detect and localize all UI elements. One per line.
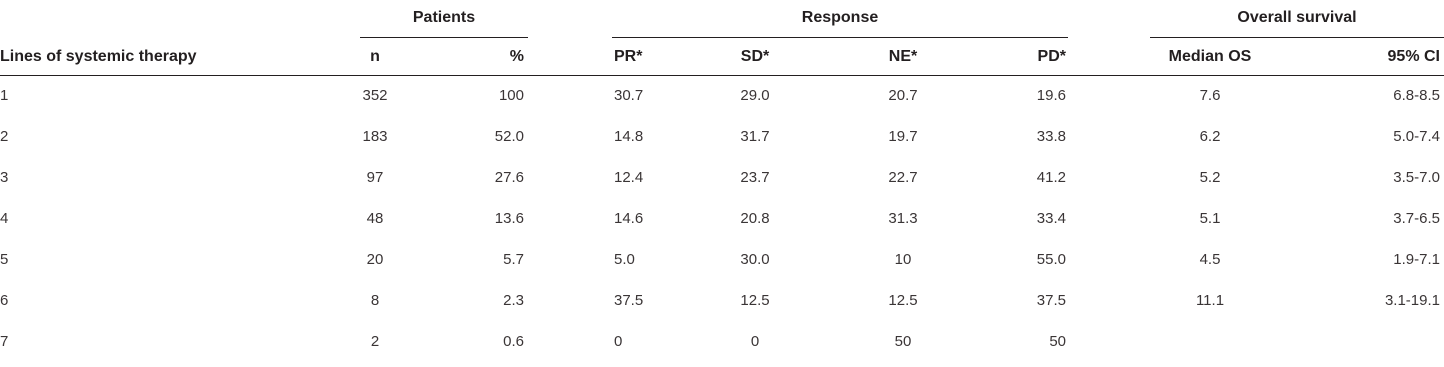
cell-median-os: 5.2 bbox=[1199, 169, 1221, 186]
column-header-median-os: Median OS bbox=[1168, 48, 1252, 65]
cell-pd: 37.5 bbox=[1036, 292, 1066, 309]
cell-pd: 19.6 bbox=[1036, 87, 1066, 104]
cell-ne: 20.7 bbox=[888, 87, 918, 104]
cell-pct: 27.6 bbox=[494, 169, 524, 186]
table-row bbox=[0, 120, 1444, 154]
cell-pr: 0 bbox=[614, 333, 623, 350]
cell-ci: 1.9-7.1 bbox=[1393, 251, 1440, 268]
cell-pr: 30.7 bbox=[614, 87, 644, 104]
cell-ci: 3.7-6.5 bbox=[1393, 210, 1440, 227]
cell-ne: 31.3 bbox=[888, 210, 918, 227]
group-header-response: Response bbox=[801, 9, 879, 26]
cell-pct: 13.6 bbox=[494, 210, 524, 227]
cell-pr: 14.6 bbox=[614, 210, 644, 227]
cell-lines: 3 bbox=[0, 169, 9, 186]
cell-ci: 6.8-8.5 bbox=[1393, 87, 1440, 104]
cell-lines: 1 bbox=[0, 87, 9, 104]
cell-ci: 3.1-19.1 bbox=[1384, 292, 1440, 309]
cell-pd: 55.0 bbox=[1036, 251, 1066, 268]
column-header-n: n bbox=[370, 48, 380, 65]
cell-lines: 6 bbox=[0, 292, 9, 309]
cell-lines: 2 bbox=[0, 128, 9, 145]
table-row bbox=[0, 202, 1444, 236]
cell-sd: 12.5 bbox=[740, 292, 770, 309]
cell-sd: 30.0 bbox=[740, 251, 770, 268]
group-rule-overall-survival bbox=[1150, 37, 1444, 38]
cell-pd: 41.2 bbox=[1036, 169, 1066, 186]
cell-median-os: 7.6 bbox=[1199, 87, 1221, 104]
column-header-pr: PR* bbox=[614, 48, 643, 65]
cell-pd: 33.4 bbox=[1036, 210, 1066, 227]
cell-ne: 12.5 bbox=[888, 292, 918, 309]
cell-sd: 20.8 bbox=[740, 210, 770, 227]
group-rule-patients bbox=[360, 37, 528, 38]
cell-pr: 12.4 bbox=[614, 169, 644, 186]
column-header-sd: SD* bbox=[740, 48, 770, 65]
cell-ne: 50 bbox=[894, 333, 912, 350]
cell-ne: 19.7 bbox=[888, 128, 918, 145]
cell-n: 183 bbox=[362, 128, 388, 145]
cell-ci: 5.0-7.4 bbox=[1393, 128, 1440, 145]
table-row bbox=[0, 79, 1444, 113]
column-header-pct: % bbox=[509, 48, 524, 65]
column-header-ne: NE* bbox=[888, 48, 918, 65]
group-rule-response bbox=[612, 37, 1068, 38]
cell-lines: 5 bbox=[0, 251, 9, 268]
cell-pct: 5.7 bbox=[503, 251, 524, 268]
table-row bbox=[0, 161, 1444, 195]
group-header-patients: Patients bbox=[412, 9, 476, 26]
header-rule bbox=[0, 75, 1444, 76]
table-row bbox=[0, 284, 1444, 318]
cell-pr: 5.0 bbox=[614, 251, 635, 268]
cell-sd: 31.7 bbox=[740, 128, 770, 145]
cell-pct: 0.6 bbox=[503, 333, 524, 350]
cell-pd: 33.8 bbox=[1036, 128, 1066, 145]
cell-pct: 52.0 bbox=[494, 128, 524, 145]
cell-median-os: 4.5 bbox=[1199, 251, 1221, 268]
column-header-ci: 95% CI bbox=[1387, 48, 1440, 65]
cell-pd: 50 bbox=[1049, 333, 1066, 350]
cell-n: 2 bbox=[370, 333, 380, 350]
column-header-lines: Lines of systemic therapy bbox=[0, 48, 197, 65]
cell-median-os: 5.1 bbox=[1199, 210, 1221, 227]
cell-pr: 37.5 bbox=[614, 292, 644, 309]
cell-n: 97 bbox=[366, 169, 384, 186]
cell-lines: 7 bbox=[0, 333, 9, 350]
cell-n: 48 bbox=[366, 210, 384, 227]
cell-lines: 4 bbox=[0, 210, 9, 227]
cell-ci: 3.5-7.0 bbox=[1393, 169, 1440, 186]
cell-pct: 100 bbox=[498, 87, 524, 104]
cell-median-os: 11.1 bbox=[1195, 292, 1225, 309]
cell-median-os: 6.2 bbox=[1199, 128, 1221, 145]
table-row bbox=[0, 325, 1444, 359]
table-row bbox=[0, 243, 1444, 277]
cell-n: 20 bbox=[366, 251, 384, 268]
cell-ne: 10 bbox=[894, 251, 912, 268]
column-header-pd: PD* bbox=[1037, 48, 1066, 65]
cell-n: 8 bbox=[370, 292, 380, 309]
cell-sd: 29.0 bbox=[740, 87, 770, 104]
cell-ne: 22.7 bbox=[888, 169, 918, 186]
cell-pct: 2.3 bbox=[503, 292, 524, 309]
cell-sd: 23.7 bbox=[740, 169, 770, 186]
cell-sd: 0 bbox=[750, 333, 760, 350]
cell-pr: 14.8 bbox=[614, 128, 644, 145]
cell-n: 352 bbox=[362, 87, 388, 104]
group-header-overall-survival: Overall survival bbox=[1237, 9, 1357, 26]
